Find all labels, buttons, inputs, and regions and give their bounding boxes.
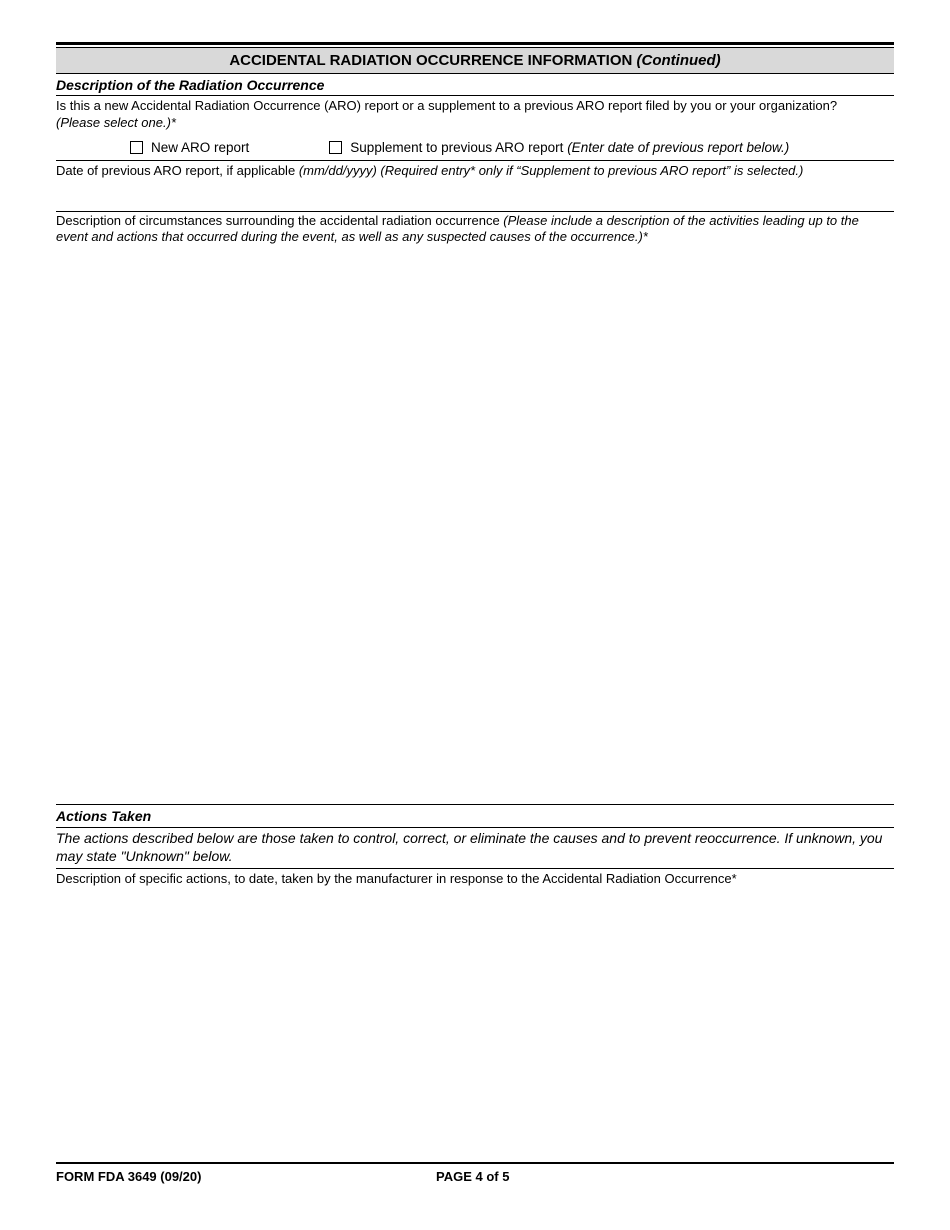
report-type-question [56, 96, 894, 131]
top-rule [56, 42, 894, 45]
form-page [56, 42, 894, 1149]
circumstances-label-text: Description of circumstances surrounding the accidental radiation occurrence [56, 213, 500, 228]
actions-textarea[interactable] [56, 887, 894, 1149]
actions-taken-heading: Actions Taken [56, 805, 894, 828]
circumstances-label-note: (Please include a description of the activities leading up to the event and actions that occurred during the event, as well as any suspected causes of the occurrence.)* [56, 213, 859, 244]
supplement-checkbox[interactable] [329, 141, 342, 154]
previous-report-date-block [56, 161, 894, 212]
report-type-options [56, 134, 894, 161]
section-title: ACCIDENTAL RADIATION OCCURRENCE INFORMATION [229, 52, 633, 69]
previous-report-date-label [56, 161, 894, 179]
actions-taken-note: The actions described below are those taken to control, correct, or eliminate the causes and to prevent reoccurrence. If unknown, you may state "Unknown" below. [56, 828, 894, 869]
report-type-question-note: (Please select one.)* [56, 115, 176, 130]
new-aro-checkbox[interactable] [130, 141, 143, 154]
form-footer [56, 1162, 894, 1189]
supplement-label: Supplement to previous ARO report [350, 139, 564, 155]
supplement-note: (Enter date of previous report below.) [567, 139, 790, 155]
circumstances-textarea[interactable] [56, 245, 894, 805]
new-aro-label: New ARO report [151, 139, 250, 155]
page-number: PAGE 4 of 5 [436, 1169, 510, 1184]
supplement-option[interactable] [329, 140, 789, 155]
actions-description-label: Description of specific actions, to date, taken by the manufacturer in response to the Accidental Radiation Occurrence* [56, 871, 737, 886]
report-type-question-text: Is this a new Accidental Radiation Occurrence (ARO) report or a supplement to a previous ARO report filed by you or your organization? [56, 98, 838, 113]
circumstances-label [56, 212, 871, 245]
date-label-text: Date of previous ARO report, if applicable [56, 163, 296, 178]
form-id: FORM FDA 3649 (09/20) [56, 1169, 202, 1184]
description-heading: Description of the Radiation Occurrence [56, 74, 894, 96]
previous-report-date-input[interactable] [56, 181, 260, 207]
new-aro-option[interactable] [130, 140, 249, 155]
date-label-note: (mm/dd/yyyy) (Required entry* only if “Supplement to previous ARO report” is selected.) [298, 163, 804, 178]
section-header [56, 47, 894, 74]
section-title-suffix: (Continued) [636, 52, 721, 69]
